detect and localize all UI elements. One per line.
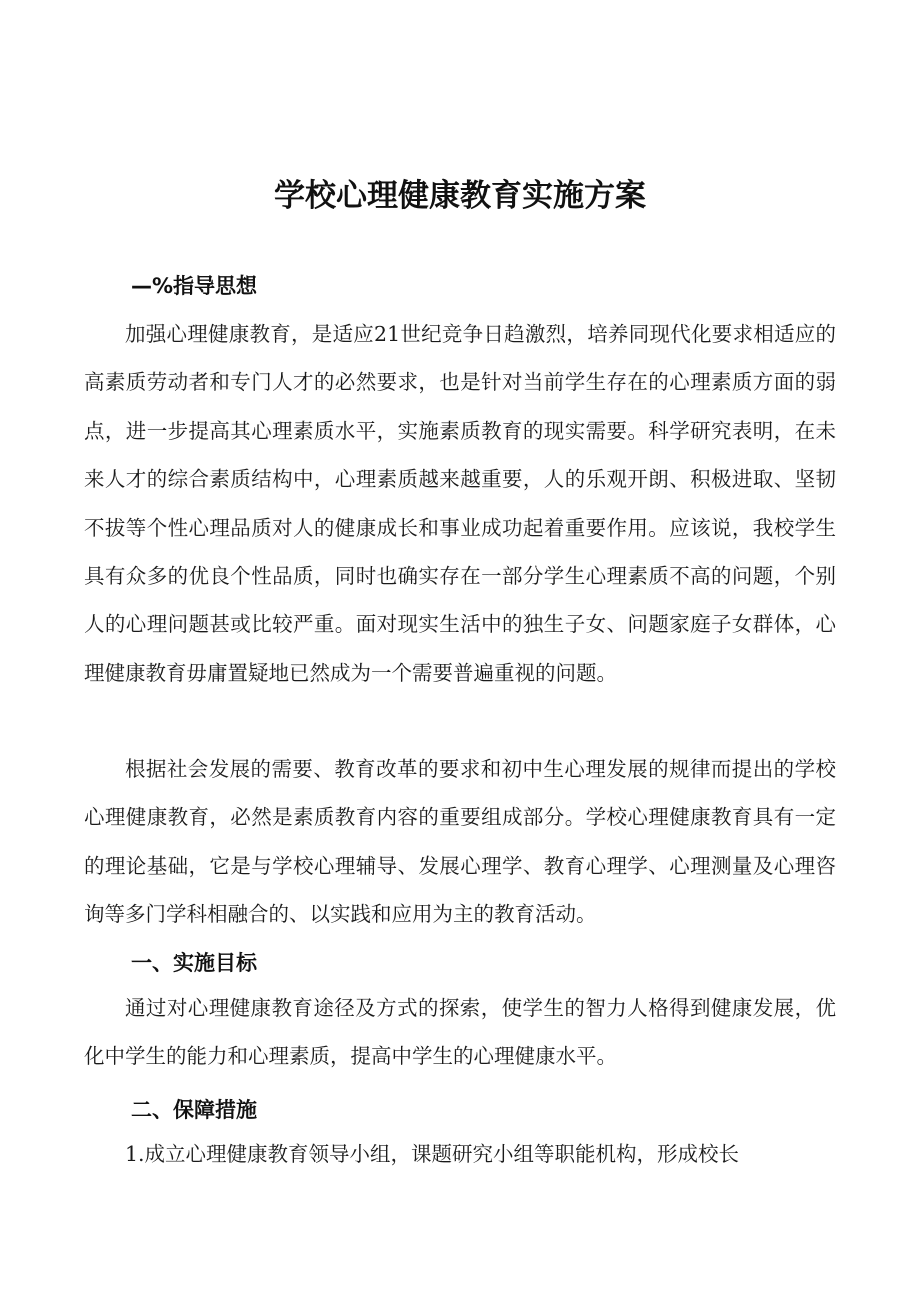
document-title: 学校心理健康教育实施方案 <box>274 178 646 214</box>
section-heading-guiding-ideology: —%指导思想 <box>131 274 258 298</box>
paragraph: 1.成立心理健康教育领导小组，课题研究小组等职能机构，形成校长 <box>125 1142 740 1166</box>
paragraph: 通过对心理健康教育途径及方式的探索，使学生的智力人格得到健康发展，优化中学生的能力和心理素质，提高中学生的心理健康水平。 <box>84 996 836 1069</box>
paragraph: 根据社会发展的需要、教育改革的要求和初中生心理发展的规律而提出的学校心理健康教育，必然是素质教育内容的重要组成部分。学校心理健康教育具有一定的理论基础，它是与学校心理辅导、发展心理学、教育心理学、心理测量及心理咨询等多门学科相融合的、以实践和应用为主的教育活动。 <box>84 757 836 927</box>
section-heading-goals: 一、实施目标 <box>131 951 257 975</box>
section-heading-measures: 二、保障措施 <box>131 1098 257 1122</box>
paragraph: 加强心理健康教育，是适应21世纪竞争日趋激烈，培养同现代化要求相适应的高素质劳动者和专门人才的必然要求，也是针对当前学生存在的心理素质方面的弱点，进一步提高其心理素质水平，实施素质教育的现实需要。科学研究表明，在未来人才的综合素质结构中，心理素质越来越重要，人的乐观开朗、积极进取、坚韧不拔等个性心理品质对人的健康成长和事业成功起着重要作用。应该说，我校学生具有众多的优良个性品质，同时也确实存在一部分学生心理素质不高的问题，个别人的心理问题甚或比较严重。面对现实生活中的独生子女、问题家庭子女群体，心理健康教育毋庸置疑地已然成为一个需要普遍重视的问题。 <box>84 322 836 685</box>
